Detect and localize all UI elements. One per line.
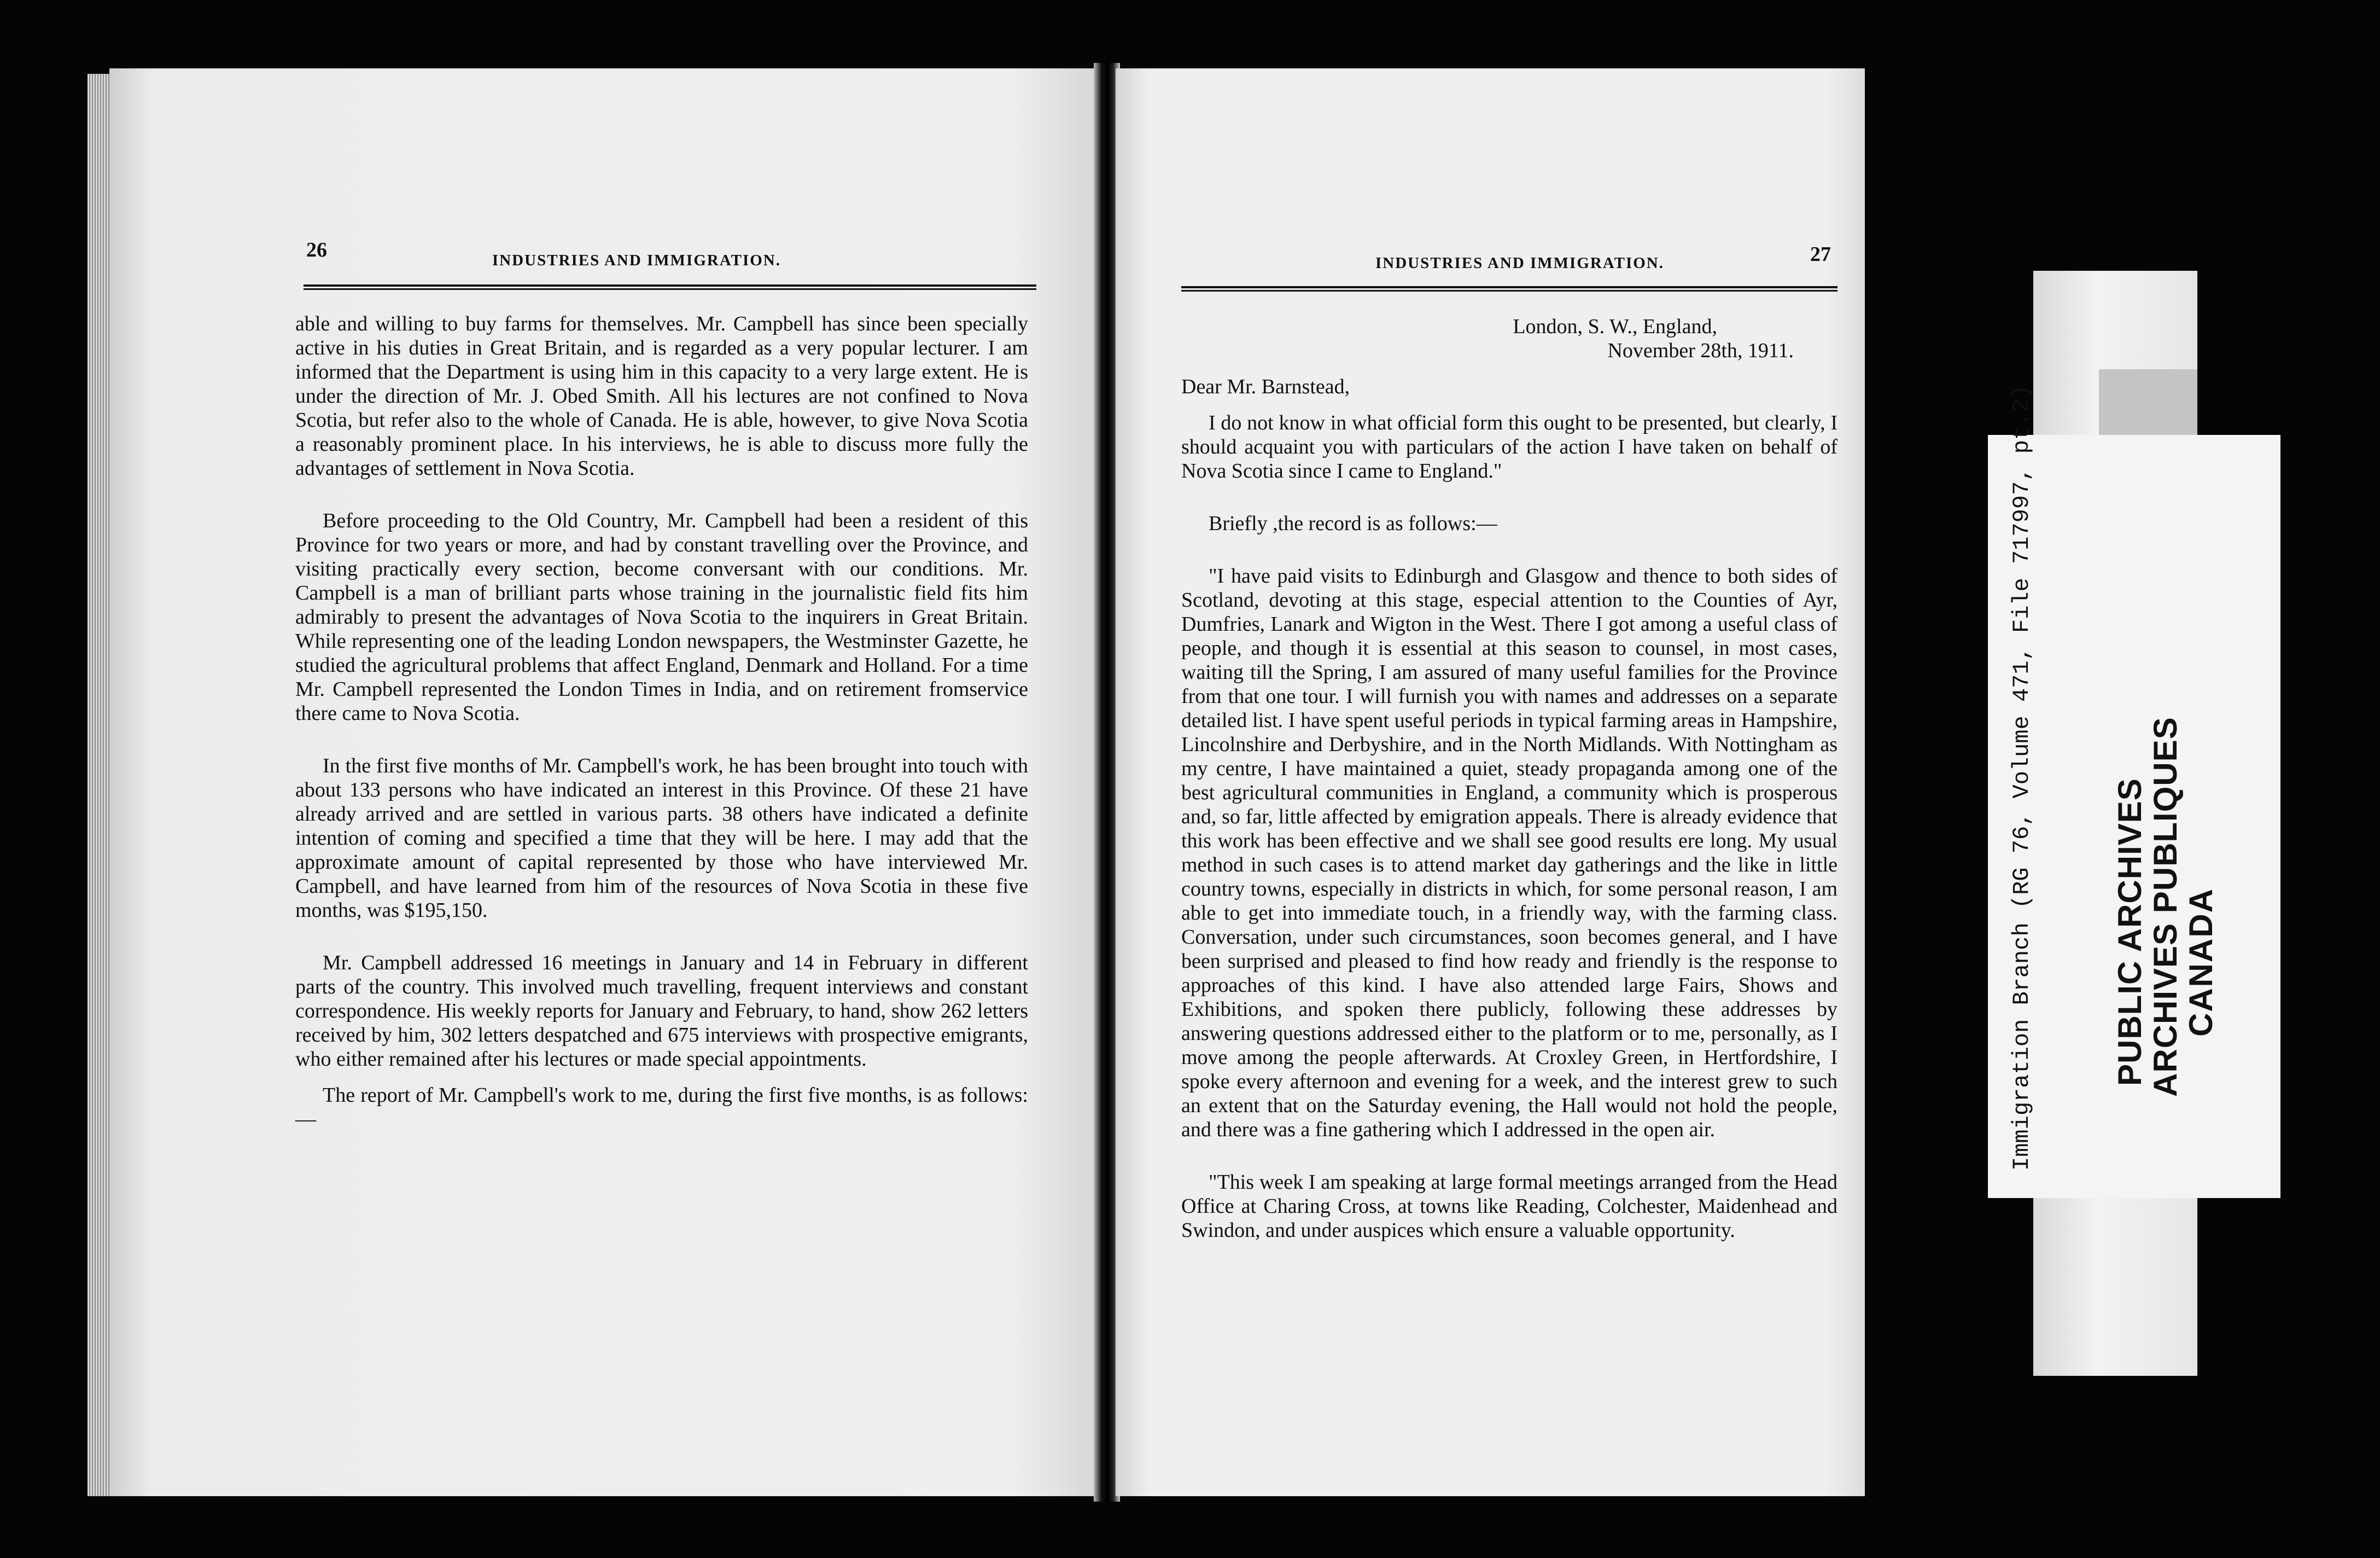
right-paragraph-3: "I have paid visits to Edinburgh and Glasgow and thence to both sides of Scotland, devoting at this stage, especial attention to the Counties of Ayr, Dumfries, Lanark and Wigton in the West. There I got among a useful class of people, and though it is essential at this season to counsel, in most cases, waiting till the Spring, I am assured of many useful families for the Province from that one tour. I will furnish you with names and addresses on a separate detailed list. I have spent useful periods in typical farming areas in Hampshire, Lincolnshire and Derbyshire, and in the North Midlands. With Nottingham as my centre, I have maintained a quiet, steady propaganda among one of the best agricultural communities in England, a community which is prosperous and, so far, little affected by emigration appeals. There is already evidence that this work has been effective and we shall see good results ere long. My usual method in such cases is to attend market day gatherings and the like in little country towns, especially in districts in which, for some personal reason, I am able to get into immediate touch, in a friendly way, with the farming class. Conversation, under such circumstances, soon becomes general, and I have been surprised and pleased to find how ready and friendly is the response to approaches of this kind. I have also attended large Fairs, Shows and Exhibitions, and spoken there publicly, following these addresses by answering questions addressed either to the platform or to me, personally, as I move among the people afterwards. At Croxley Green, in Hertfordshire, I spoke every afternoon and evening for a week, and the interest grew to such an extent that on the Saturday evening, the Hall would not hold the people, and there was a fine gathering which I addressed in the open air. [1181, 565, 1838, 1141]
right-running-head: INDUSTRIES AND IMMIGRATION. [1375, 254, 1664, 272]
open-book [88, 52, 1865, 1504]
letter-date: November 28th, 1911. [1607, 339, 1794, 362]
letter-place: London, S. W., England, [1513, 315, 1717, 338]
left-paragraph-4: Mr. Campbell addressed 16 meetings in January and 14 in February in different parts of the country. This involved much travelling, frequent interviews and constant correspondence. His weekly reports for January and February, to hand, show 262 letters received by him, 302 letters despatched and 675 interviews with prospective emigrants, who either remained after his lectures or made special appointments. [295, 951, 1028, 1071]
right-text-column [1181, 315, 1838, 1242]
right-paragraph-2: Briefly ,the record is as follows:— [1209, 512, 1497, 535]
archive-reference: Immigration Branch (RG 76, Volume 471, File 717997, pt.2) [2009, 385, 2035, 1171]
left-paragraph-1: able and willing to buy farms for themselves. Mr. Campbell has since been specially active in his duties in Great Britain, and is regarded as a very popular lecturer. I am informed that the Department is using him in this capacity to a very large extent. He is under the direction of Mr. J. Obed Smith. All his lectures are not confined to Nova Scotia, but refer also to the whole of Canada. He is able, however, to give Nova Scotia a reasonably prominent place. In his interviews, he is able to discuss more fully the advantages of settlement in Nova Scotia. [295, 312, 1028, 480]
right-header-rule [1181, 286, 1838, 292]
archive-name-en: PUBLIC ARCHIVES [2111, 778, 2148, 1086]
left-running-head: INDUSTRIES AND IMMIGRATION. [492, 252, 781, 269]
left-page [109, 68, 1099, 1496]
left-paragraph-2: Before proceeding to the Old Country, Mr. Campbell had been a resident of this Province for two years or more, and had by constant travelling over the Province, and visiting practically every section, become conversant with our conditions. Mr. Campbell is a man of brilliant parts whose training in the journalistic field fits him admirably to present the advantages of Nova Scotia to the inquirers in Great Britain. While representing one of the leading London newspapers, the Westminster Gazette, he studied the agricultural problems that affect England, Denmark and Holland. For a time Mr. Campbell represented the London Times in India, and on retirement fromservice there came to Nova Scotia. [295, 509, 1028, 725]
left-page-number: 26 [306, 239, 327, 261]
archive-label [1988, 385, 2280, 1198]
archive-name-fr: ARCHIVES PUBLIQUES [2147, 717, 2184, 1097]
letter-heading [1181, 315, 1838, 363]
archive-country: CANADA [2183, 888, 2219, 1037]
left-paragraph-5: The report of Mr. Campbell's work to me, during the first five months, is as follows:— [295, 1084, 1028, 1131]
left-paragraph-3: In the first five months of Mr. Campbell's work, he has been brought into touch with about 133 persons who have indicated an interest in this Province. Of these 21 have already arrived and are settled in various parts. 38 others have indicated a definite intention of coming and specified a time that they will be here. I may add that the approximate amount of capital represented by those who have interviewed Mr. Campbell, and have learned from him of the resources of Nova Scotia in these five months, was $195,150. [295, 754, 1028, 922]
right-paragraph-4: "This week I am speaking at large formal meetings arranged from the Head Office at Charing Cross, at towns like Reading, Colchester, Maidenhead and Swindon, and under auspices which ensure a valuable opportunity. [1181, 1171, 1838, 1242]
right-paragraph-1: I do not know in what official form this ought to be presented, but clearly, I should acquaint you with particulars of the action I have taken on behalf of Nova Scotia since I came to England." [1181, 411, 1838, 482]
left-text-column [295, 312, 1028, 1131]
right-page [1116, 68, 1865, 1496]
left-header-rule [304, 284, 1036, 290]
letter-salutation: Dear Mr. Barnstead, [1181, 375, 1350, 398]
right-page-number: 27 [1810, 243, 1831, 266]
